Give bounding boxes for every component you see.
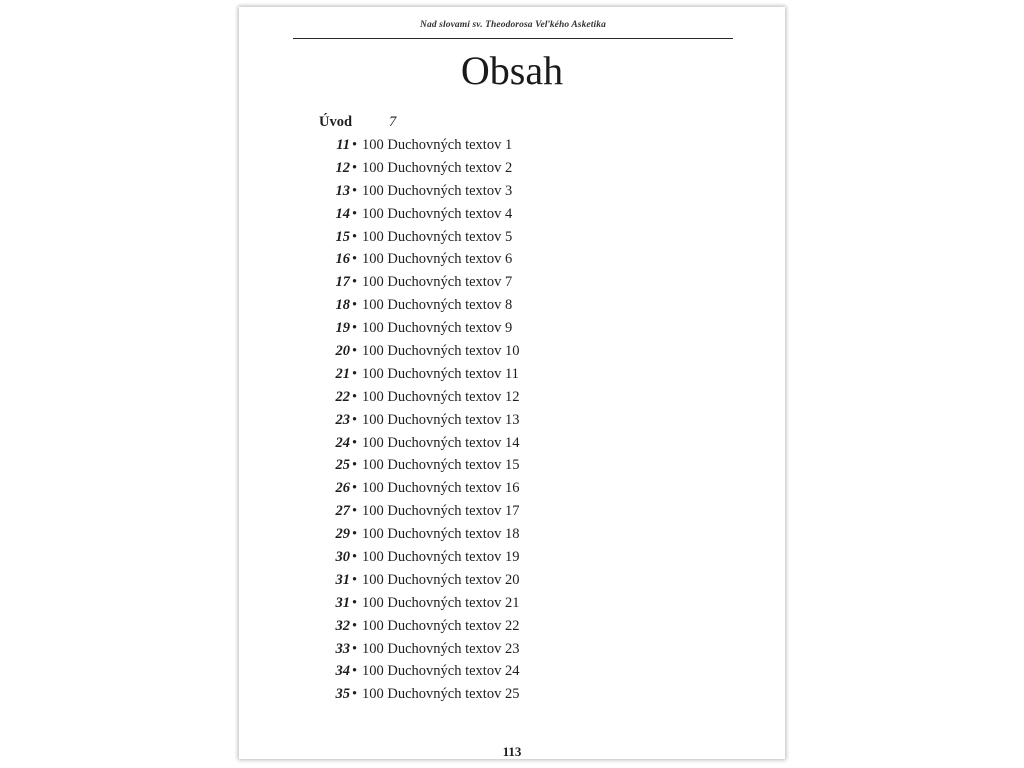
toc-entry-title: 100 Duchovných textov 22 — [362, 617, 520, 634]
toc-bullet: • — [352, 320, 358, 337]
toc-page-number: 27 — [335, 503, 350, 520]
toc-entry-title: 100 Duchovných textov 14 — [362, 434, 520, 451]
toc-entry-title: 100 Duchovných textov 7 — [362, 274, 513, 291]
toc-bullet: • — [352, 205, 358, 222]
toc-page-number: 26 — [335, 480, 350, 497]
toc-entry-title: 100 Duchovných textov 11 — [362, 365, 519, 382]
toc-entry-title: 100 Duchovných textov 3 — [362, 182, 513, 199]
toc-entry — [239, 272, 785, 295]
toc-page-number: 14 — [335, 205, 350, 222]
toc-intro-entry — [319, 113, 397, 131]
toc-page-number: 17 — [335, 274, 350, 291]
toc-page-number: 18 — [335, 297, 350, 314]
toc-entry — [239, 639, 785, 662]
toc-bullet: • — [352, 343, 358, 360]
toc-bullet: • — [352, 526, 358, 543]
toc-entry — [239, 341, 785, 364]
toc-entry-title: 100 Duchovných textov 25 — [362, 686, 520, 703]
toc-bullet: • — [352, 594, 358, 611]
toc-entry-title: 100 Duchovných textov 13 — [362, 411, 520, 428]
toc-page-number: 31 — [335, 571, 350, 588]
document-page — [239, 7, 785, 759]
page-number: 113 — [502, 744, 522, 759]
toc-page-number: 15 — [335, 228, 350, 245]
toc-entry-title: 100 Duchovných textov 10 — [362, 343, 520, 360]
toc-entry — [239, 158, 785, 181]
toc-entry-title: 100 Duchovných textov 15 — [362, 457, 520, 474]
toc-bullet: • — [352, 365, 358, 382]
toc-bullet: • — [352, 228, 358, 245]
toc-entry — [239, 204, 785, 227]
toc-page-number: 12 — [335, 159, 350, 176]
toc-entry — [239, 410, 785, 433]
toc-entry-title: 100 Duchovných textov 18 — [362, 526, 520, 543]
toc-entry — [239, 249, 785, 272]
table-of-contents — [239, 135, 785, 707]
toc-page-number: 21 — [335, 365, 350, 382]
toc-bullet: • — [352, 503, 358, 520]
toc-entry-title: 100 Duchovných textov 2 — [362, 159, 513, 176]
page-title: Obsah — [460, 48, 564, 93]
toc-entry — [239, 684, 785, 707]
toc-entry — [239, 387, 785, 410]
toc-entry-title: 100 Duchovných textov 20 — [362, 571, 520, 588]
toc-bullet: • — [352, 182, 358, 199]
toc-entry-title: 100 Duchovných textov 4 — [362, 205, 513, 222]
toc-bullet: • — [352, 297, 358, 314]
toc-entry-title: 100 Duchovných textov 1 — [362, 137, 513, 153]
toc-entry — [239, 570, 785, 593]
toc-bullet: • — [352, 480, 358, 497]
toc-page-number: 20 — [335, 343, 350, 360]
toc-entry-title: 100 Duchovných textov 24 — [362, 663, 520, 680]
toc-entry — [239, 593, 785, 616]
toc-entry-title: 100 Duchovných textov 16 — [362, 480, 520, 497]
toc-entry — [239, 364, 785, 387]
toc-bullet: • — [352, 137, 358, 153]
toc-entry-title: 100 Duchovných textov 17 — [362, 503, 520, 520]
toc-entry — [239, 455, 785, 478]
running-head: Nad slovami sv. Theodorosa Veľkého Asketika — [420, 20, 606, 30]
toc-page-number: 31 — [335, 594, 350, 611]
toc-page-number: 29 — [335, 526, 350, 543]
toc-entry — [239, 478, 785, 501]
toc-bullet: • — [352, 434, 358, 451]
toc-bullet: • — [352, 274, 358, 291]
toc-entry-title: 100 Duchovných textov 5 — [362, 228, 513, 245]
toc-entry-title: 100 Duchovných textov 21 — [362, 594, 520, 611]
toc-bullet: • — [352, 617, 358, 634]
toc-page-number: 33 — [335, 640, 350, 657]
toc-entry — [239, 181, 785, 204]
toc-entry-title: 100 Duchovných textov 9 — [362, 320, 513, 337]
toc-page-number: 11 — [336, 137, 350, 153]
toc-bullet: • — [352, 411, 358, 428]
toc-entry — [239, 501, 785, 524]
toc-entry — [239, 524, 785, 547]
toc-entry-title: 100 Duchovných textov 8 — [362, 297, 513, 314]
toc-entry — [239, 295, 785, 318]
intro-page-number: 7 — [389, 114, 397, 130]
toc-entry-title: 100 Duchovných textov 6 — [362, 251, 513, 268]
toc-page-number: 30 — [335, 549, 350, 566]
toc-bullet: • — [352, 457, 358, 474]
toc-bullet: • — [352, 251, 358, 268]
toc-entry — [239, 318, 785, 341]
toc-bullet: • — [352, 663, 358, 680]
toc-entry — [239, 135, 785, 158]
toc-entry-title: 100 Duchovných textov 19 — [362, 549, 520, 566]
toc-entry — [239, 433, 785, 456]
toc-entry-title: 100 Duchovných textov 12 — [362, 388, 520, 405]
toc-entry — [239, 661, 785, 684]
intro-label: Úvod — [319, 114, 353, 130]
header-rule — [293, 38, 733, 39]
toc-bullet: • — [352, 686, 358, 703]
toc-bullet: • — [352, 388, 358, 405]
toc-page-number: 16 — [335, 251, 350, 268]
toc-entry — [239, 227, 785, 250]
toc-page-number: 32 — [335, 617, 350, 634]
toc-entry-title: 100 Duchovných textov 23 — [362, 640, 520, 657]
toc-entry — [239, 547, 785, 570]
toc-bullet: • — [352, 571, 358, 588]
toc-page-number: 25 — [335, 457, 350, 474]
toc-page-number: 19 — [335, 320, 350, 337]
toc-page-number: 13 — [335, 182, 350, 199]
toc-bullet: • — [352, 159, 358, 176]
toc-entry — [239, 616, 785, 639]
toc-page-number: 22 — [335, 388, 350, 405]
toc-bullet: • — [352, 640, 358, 657]
toc-page-number: 23 — [335, 411, 350, 428]
toc-page-number: 24 — [335, 434, 350, 451]
toc-page-number: 35 — [335, 686, 350, 703]
toc-page-number: 34 — [335, 663, 350, 680]
toc-bullet: • — [352, 549, 358, 566]
